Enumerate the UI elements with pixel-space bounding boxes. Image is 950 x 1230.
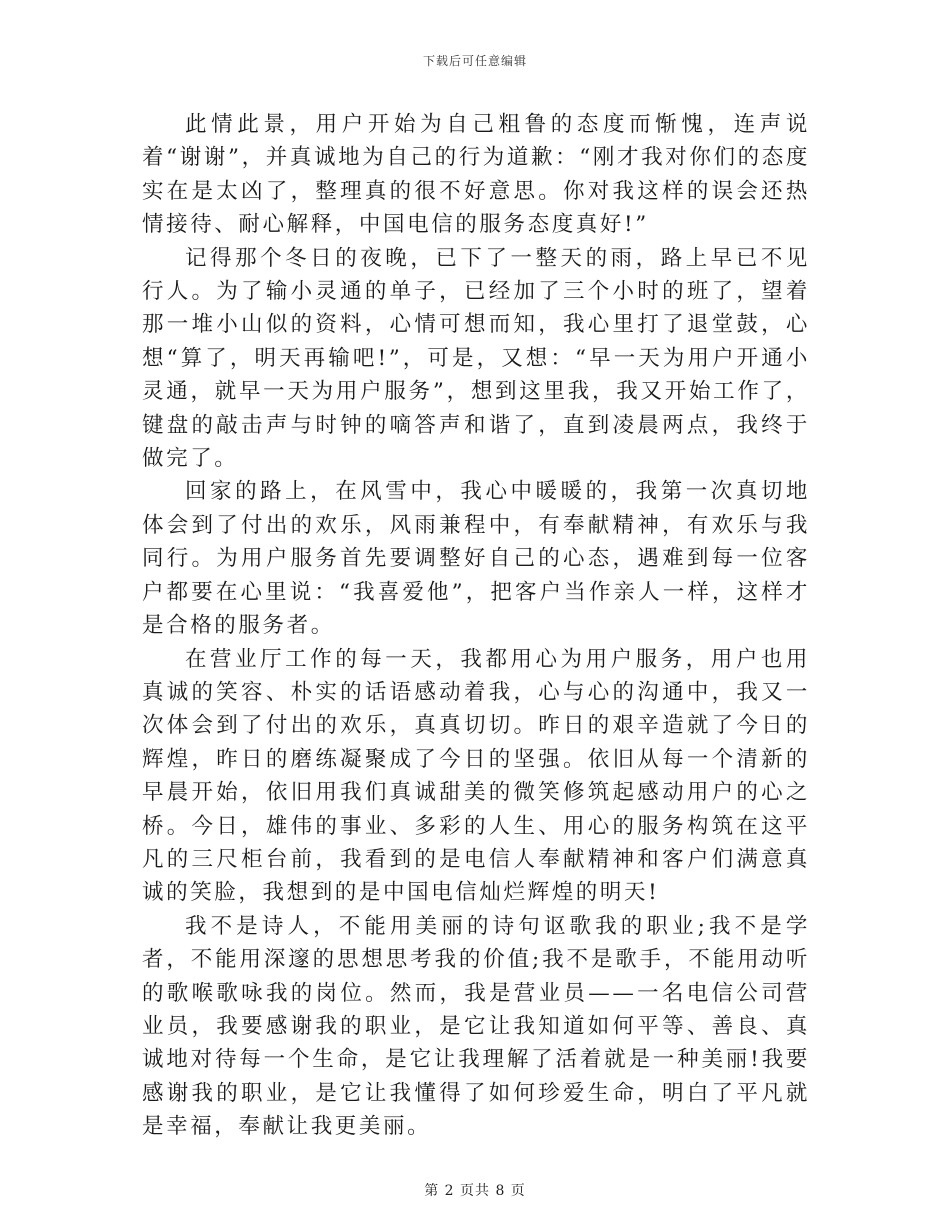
paragraph: 在营业厅工作的每一天，我都用心为用户服务，用户也用真诚的笑容、朴实的话语感动着我，心与心的沟通中，我又一次体会到了付出的欢乐，真真切切。昨日的艰辛造就了今日的辉煌，昨日的磨练凝聚成了今日的坚强。依旧从每一个清新的早晨开始，依旧用我们真诚甜美的微笑修筑起感动用户的心之桥。今日，雄伟的事业、多彩的人生、用心的服务构筑在这平凡的三尺柜台前，我看到的是电信人奉献精神和客户们满意真诚的笑脸，我想到的是中国电信灿烂辉煌的明天!: [142, 646, 810, 906]
page-header: 下载后可任意编辑: [422, 54, 527, 68]
paragraph: 此情此景，用户开始为自己粗鲁的态度而惭愧，连声说着“谢谢”，并真诚地为自己的行为道歉：“刚才我对你们的态度实在是太凶了，整理真的很不好意思。你对我这样的误会还热情接待、耐心解释，中国电信的服务态度真好!”: [142, 112, 810, 238]
paragraph: 回家的路上，在风雪中，我心中暖暖的，我第一次真切地体会到了付出的欢乐，风雨兼程中，有奉献精神，有欢乐与我同行。为用户服务首先要调整好自己的心态，遇难到每一位客户都要在心里说：“我喜爱他”，把客户当作亲人一样，这样才是合格的服务者。: [142, 479, 810, 639]
page-number-footer: 第 2 页共 8 页: [424, 1183, 526, 1199]
document-body: [142, 108, 810, 1144]
paragraph: 记得那个冬日的夜晚，已下了一整天的雨，路上早已不见行人。为了输小灵通的单子，已经加了三个小时的班了，望着那一堆小山似的资料，心情可想而知，我心里打了退堂鼓，心想“算了，明天再输吧!”，可是，又想：“早一天为用户开通小灵通，就早一天为用户服务”，想到这里我，我又开始工作了，键盘的敲击声与时钟的嘀答声和谐了，直到凌晨两点，我终于做完了。: [142, 245, 810, 472]
paragraph: 我不是诗人，不能用美丽的诗句讴歌我的职业;我不是学者，不能用深邃的思想思考我的价值;我不是歌手，不能用动听的歌喉歌咏我的岗位。然而，我是营业员——一名电信公司营业员，我要感谢我的职业，是它让我知道如何平等、善良、真诚地对待每一个生命，是它让我理解了活着就是一种美丽!我要感谢我的职业，是它让我懂得了如何珍爱生命，明白了平凡就是幸福，奉献让我更美丽。: [142, 913, 810, 1140]
